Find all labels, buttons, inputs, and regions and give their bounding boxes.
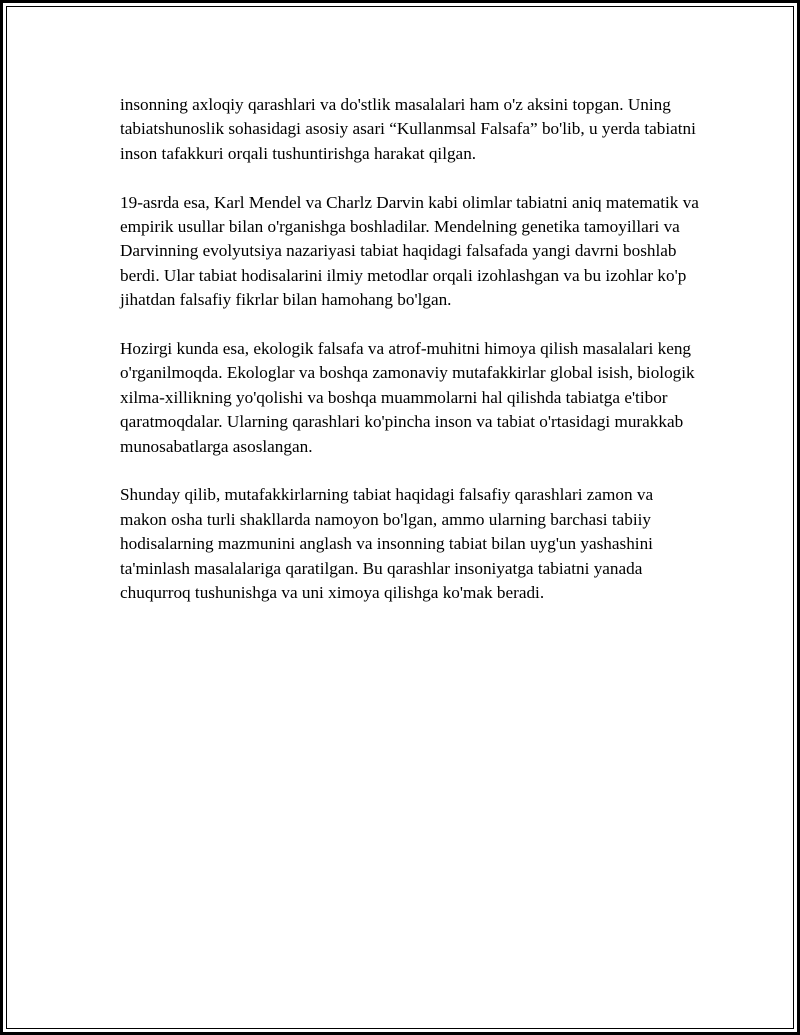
paragraph-1: insonning axloqiy qarashlari va do'stlik masalalari ham o'z aksini topgan. Uning tabiatshunoslik sohasidagi asosiy asari “Kullanmsal Falsafa” bo'lib, u yerda tabiatni inson tafakkuri orqali tushuntirishga harakat qilgan. (120, 95, 696, 163)
document-body (120, 93, 700, 630)
paragraph-2: 19-asrda esa, Karl Mendel va Charlz Darvin kabi olimlar tabiatni aniq matematik va empirik usullar bilan o'rganishga boshladilar. Mendelning genetika tamoyillari va Darvinning evolyutsiya nazariyasi tabiat haqidagi falsafada yangi davrni boshlab berdi. Ular tabiat hodisalarini ilmiy metodlar orqali izohlashgan va bu izohlar ko'p jihatdan falsafiy fikrlar bilan hamohang bo'lgan. (120, 192, 699, 310)
paragraph-3: Hozirgi kunda esa, ekologik falsafa va atrof-muhitni himoya qilish masalalari keng o'rganilmoqda. Ekologlar va boshqa zamonaviy mutafakkirlar global isish, biologik xilma-xillikning yo'qolishi va boshqa muammolarni hal qilishda tabiatga e'tibor qaratmoqdalar. Ularning qarashlari ko'pincha inson va tabiat o'rtasidagi murakkab munosabatlarga asoslangan. (120, 339, 695, 456)
paragraph-4: Shunday qilib, mutafakkirlarning tabiat haqidagi falsafiy qarashlari zamon va makon osha turli shakllarda namoyon bo'lgan, ammo ularning barchasi tabiiy hodisalarning mazmunini anglash va insonning tabiat bilan uyg'un yashashini ta'minlash masalalariga qaratilgan. Bu qarashlar insoniyatga tabiatni yanada chuqurroq tushunishga va uni ximoya qilishga ko'mak beradi. (120, 485, 654, 603)
